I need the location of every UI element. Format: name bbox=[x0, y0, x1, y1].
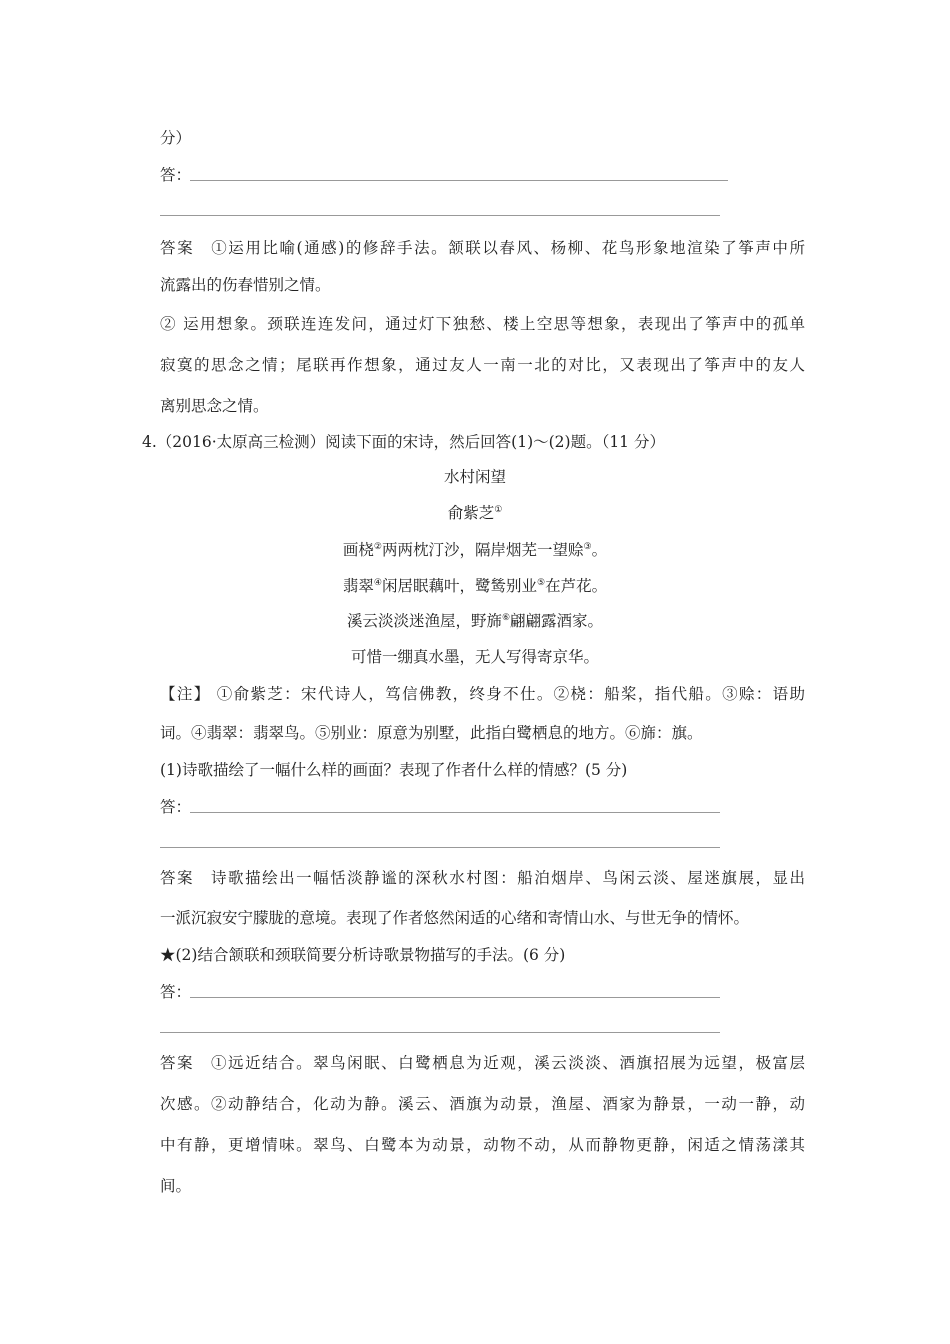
answer-prefix: 答： bbox=[160, 166, 192, 184]
answer-text-line: 答案 ①远近结合。翠鸟闲眠、白鹭栖息为近观，溪云淡淡、酒旗招展为远望，极富层 bbox=[160, 1054, 805, 1072]
answer-text-line: 中有静，更增情味。翠鸟、白鹭本为动景，动物不动，从而静物更静，闲适之情荡漾其 bbox=[160, 1136, 805, 1154]
poem-line: 翡翠④闲居眠藕叶，鹭鸶别业⑤在芦花。 bbox=[342, 577, 608, 595]
answer-text-line: 一派沉寂安宁朦胧的意境。表现了作者悠然闲适的心绪和寄情山水、与世无争的情怀。 bbox=[160, 909, 750, 927]
answer-blank-line bbox=[160, 847, 720, 848]
answer-text-line: 次感。②动静结合，化动为静。溪云、酒旗为动景，渔屋、酒家为静景，一动一静，动 bbox=[160, 1095, 805, 1113]
answer-text-line: 答案 ①运用比喻(通感)的修辞手法。颔联以春风、杨柳、花鸟形象地渲染了筝声中所 bbox=[160, 239, 805, 257]
answer-text-line: 离别思念之情。 bbox=[160, 397, 269, 415]
poem-notes: 词。④翡翠：翡翠鸟。⑤别业：原意为别墅，此指白鹭栖息的地方。⑥旆：旗。 bbox=[160, 724, 703, 742]
poem-line: 溪云淡淡迷渔屋，野旆⑥翩翩露酒家。 bbox=[346, 612, 604, 630]
answer-blank-line bbox=[160, 215, 720, 216]
poem-line: 画桡②两两枕汀沙，隔岸烟芜一望赊③。 bbox=[342, 541, 608, 559]
prev-question-tail: 分） bbox=[160, 129, 192, 147]
answer-text-line: 流露出的伤春惜别之情。 bbox=[160, 276, 331, 294]
answer-text-line: 寂寞的思念之情；尾联再作想象，通过友人一南一北的对比，又表现出了筝声中的友人 bbox=[160, 356, 805, 374]
poem-notes: 【注】 ①俞紫芝：宋代诗人，笃信佛教，终身不仕。②桡：船桨，指代船。③赊：语助 bbox=[160, 685, 805, 703]
answer-prefix: 答： bbox=[160, 983, 192, 1001]
answer-blank-line bbox=[160, 1032, 720, 1033]
poem-line: 可惜一绷真水墨，无人写得寄京华。 bbox=[350, 648, 599, 666]
answer-blank-line bbox=[190, 997, 720, 998]
poem-author: 俞紫芝① bbox=[447, 504, 503, 522]
sub-question-2: ★(2)结合颔联和颈联简要分析诗歌景物描写的手法。(6 分) bbox=[160, 946, 566, 964]
answer-text-line: 答案 诗歌描绘出一幅恬淡静谧的深秋水村图：船泊烟岸、鸟闲云淡、屋迷旗展，显出 bbox=[160, 869, 805, 887]
answer-prefix: 答： bbox=[160, 798, 192, 816]
answer-blank-line bbox=[190, 180, 728, 181]
answer-text-line: ② 运用想象。颈联连连发问，通过灯下独愁、楼上空思等想象，表现出了筝声中的孤单 bbox=[160, 315, 805, 333]
sub-question-1: (1)诗歌描绘了一幅什么样的画面？表现了作者什么样的情感？(5 分) bbox=[160, 761, 628, 779]
answer-text-line: 间。 bbox=[160, 1177, 192, 1195]
question-header: 4.（2016·太原高三检测）阅读下面的宋诗，然后回答(1)～(2)题。（11 分） bbox=[142, 433, 665, 451]
poem-title: 水村闲望 bbox=[443, 468, 506, 486]
answer-blank-line bbox=[190, 812, 720, 813]
